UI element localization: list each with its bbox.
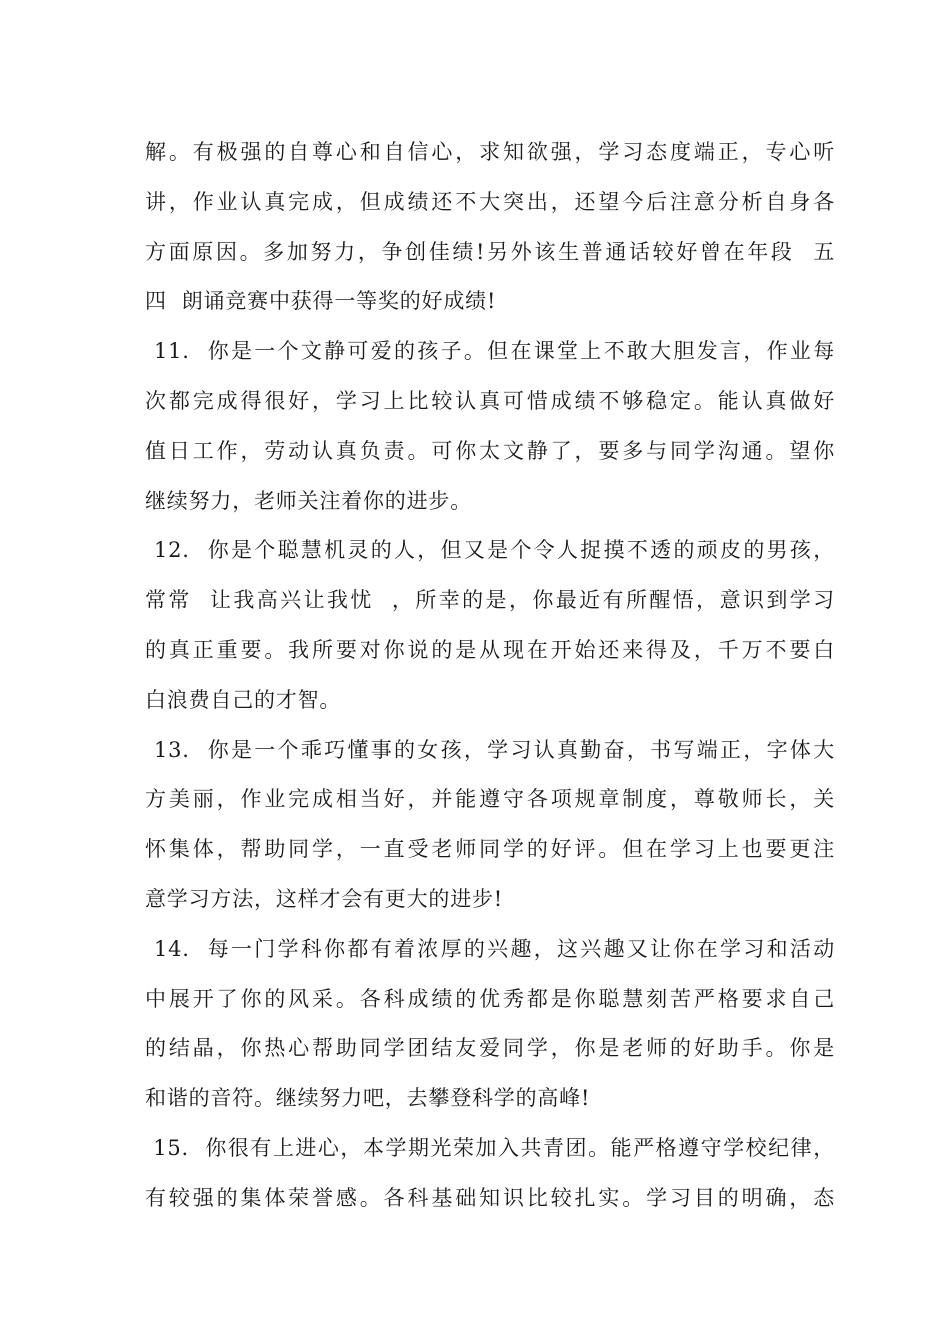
document-body xyxy=(145,128,835,1224)
text-line: 和谐的音符。继续努力吧，去攀登科学的高峰! xyxy=(145,1086,591,1111)
text-line: 的真正重要。我所要对你说的是从现在开始还来得及，千万不要白 xyxy=(145,637,835,662)
text-line: 解。有极强的自尊心和自信心，求知欲强，学习态度端正，专心听 xyxy=(145,140,835,164)
text-line: 的结晶，你热心帮助同学团结友爱同学，你是老师的好助手。你是 xyxy=(145,1036,835,1061)
text-line: 11. 你是一个文静可爱的孩子。但在课堂上不敢大胆发言，作业每 xyxy=(145,339,835,364)
text-line: 意学习方法，这样才会有更大的进步! xyxy=(145,886,504,911)
text-line: 12. 你是个聪慧机灵的人，但又是个令人捉摸不透的顽皮的男孩， xyxy=(145,538,835,563)
text-line: 讲，作业认真完成，但成绩还不大突出，还望今后注意分析自身各 xyxy=(145,189,835,214)
text-line: 继续努力，老师关注着你的进步。 xyxy=(145,488,472,513)
text-line: 常常 让我高兴让我忧 ，所幸的是，你最近有所醒悟，意识到学习 xyxy=(145,588,835,613)
text-line: 中展开了你的风采。各科成绩的优秀都是你聪慧刻苦严格要求自己 xyxy=(145,986,835,1011)
text-line: 值日工作，劳动认真负责。可你太文静了，要多与同学沟通。望你 xyxy=(145,438,835,463)
text-line: 方美丽，作业完成相当好，并能遵守各项规章制度，尊敬师长，关 xyxy=(145,787,835,812)
text-line: 15. 你很有上进心，本学期光荣加入共青团。能严格遵守学校纪律， xyxy=(145,1135,835,1160)
text-line: 白浪费自己的才智。 xyxy=(145,687,342,712)
text-line: 次都完成得很好，学习上比较认真可惜成绩不够稳定。能认真做好 xyxy=(145,388,835,413)
text-line: 有较强的集体荣誉感。各科基础知识比较扎实。学习目的明确，态 xyxy=(145,1185,835,1210)
text-line: 方面原因。多加努力，争创佳绩!另外该生普通话较好曾在年段 五 xyxy=(145,239,835,264)
text-line: 13. 你是一个乖巧懂事的女孩，学习认真勤奋，书写端正，字体大 xyxy=(145,737,835,762)
text-line: 怀集体，帮助同学，一直受老师同学的好评。但在学习上也要更注 xyxy=(145,837,835,862)
text-line: 四 朗诵竞赛中获得一等奖的好成绩! xyxy=(145,289,497,314)
text-line: 14. 每一门学科你都有着浓厚的兴趣，这兴趣又让你在学习和活动 xyxy=(145,936,835,961)
